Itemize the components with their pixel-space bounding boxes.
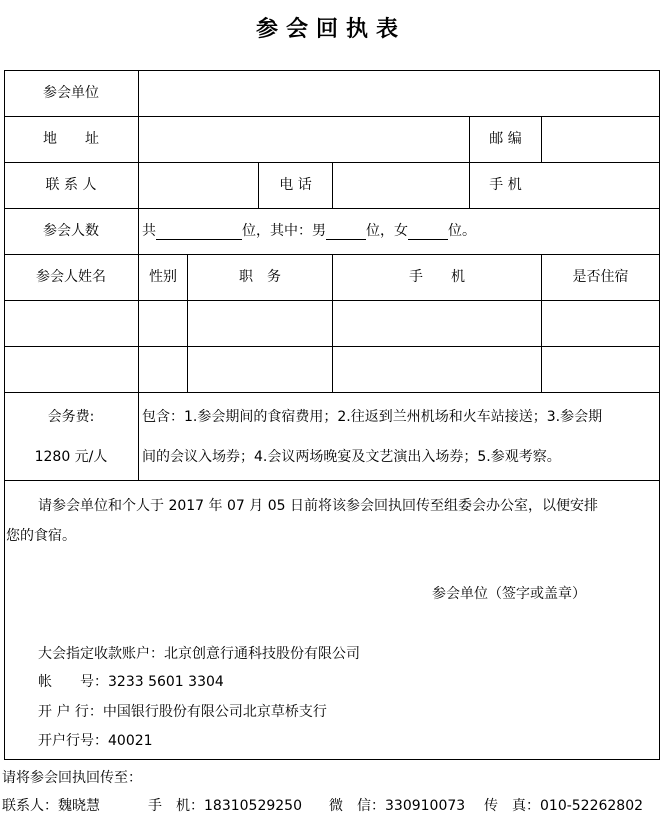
contact-fax-label: 传 真： [484, 798, 540, 814]
bank-value: 中国银行股份有限公司北京草桥支行 [102, 704, 327, 720]
address-label: 地 址 [43, 131, 99, 147]
contact-wechat [329, 797, 465, 815]
col-position-header: 职 务 [239, 269, 281, 285]
account-number-label: 帐 号： [38, 674, 108, 690]
account-number [38, 673, 224, 691]
fee-label: 会务费: [47, 409, 95, 425]
address-field[interactable] [139, 117, 469, 162]
signature-line: 参会单位（签字或盖章） [432, 586, 586, 602]
account-name: 大会指定收款账户：北京创意行通科技股份有限公司 [38, 646, 360, 662]
mobile-label: 手 机 [489, 177, 522, 193]
col-name-header: 参会人姓名 [36, 269, 106, 285]
col-mobile-header: 手 机 [409, 269, 465, 285]
unit-label: 参会单位 [43, 85, 99, 101]
postcode-label: 邮 编 [489, 131, 522, 147]
return-intro: 请将参会回执回传至： [2, 770, 142, 786]
bank-code-value: 40021 [108, 733, 153, 749]
contact-wechat-value: 330910073 [385, 798, 466, 814]
count-total-text: 共 [142, 223, 156, 239]
phone-label: 电 话 [279, 177, 312, 193]
col-gender-header: 性别 [149, 269, 177, 285]
contact-person-name: 魏晓慧 [58, 798, 100, 814]
page-title: 参会回执表 [255, 16, 406, 42]
count-female-text: 位，女 [366, 223, 408, 239]
postcode-field[interactable] [542, 117, 659, 162]
contact-fax-value: 010-52262802 [540, 798, 644, 814]
count-sentence [142, 222, 476, 240]
contact-mobile-label: 手 机： [148, 798, 204, 814]
unit-field[interactable] [139, 71, 659, 116]
attendee-row[interactable] [5, 301, 659, 346]
phone-field[interactable] [333, 163, 469, 208]
bank-code [38, 732, 153, 750]
count-label: 参会人数 [43, 223, 99, 239]
male-count-blank[interactable] [326, 225, 366, 240]
fee-description-line1: 包含：1.参会期间的食宿费用；2.往返到兰州机场和火车站接送；3.参会期 [142, 409, 603, 425]
female-count-blank[interactable] [408, 225, 448, 240]
contact-fax [484, 797, 643, 815]
contact-field[interactable] [139, 163, 258, 208]
contact-label: 联 系 人 [45, 177, 97, 193]
bank-label: 开 户 行： [38, 704, 103, 720]
bank-name [38, 703, 327, 721]
contact-person-label: 联系人： [2, 798, 58, 814]
fee-description-line2: 间的会议入场券；4.会议两场晚宴及文艺演出入场券；5.参观考察。 [142, 449, 561, 465]
attendee-row[interactable] [5, 347, 659, 392]
account-number-value: 3233 5601 3304 [108, 674, 224, 690]
count-male-text: 位，其中：男 [242, 223, 326, 239]
col-lodging-header: 是否住宿 [572, 269, 629, 285]
contact-mobile-value: 18310529250 [204, 798, 302, 814]
return-contact-line [2, 797, 660, 815]
count-end-text: 位。 [448, 223, 476, 239]
fee-amount: 1280 元/人 [34, 449, 108, 465]
bank-code-label: 开户行号： [38, 733, 108, 749]
contact-mobile [148, 797, 302, 815]
notice-line1: 请参会单位和个人于 2017 年 07 月 05 日前将该参会回执回传至组委会办公室，以便安排 [38, 498, 598, 514]
total-count-blank[interactable] [156, 225, 242, 240]
mobile-field[interactable] [542, 163, 659, 208]
notice-line2: 您的食宿。 [6, 528, 76, 544]
contact-wechat-label: 微 信： [329, 798, 385, 814]
